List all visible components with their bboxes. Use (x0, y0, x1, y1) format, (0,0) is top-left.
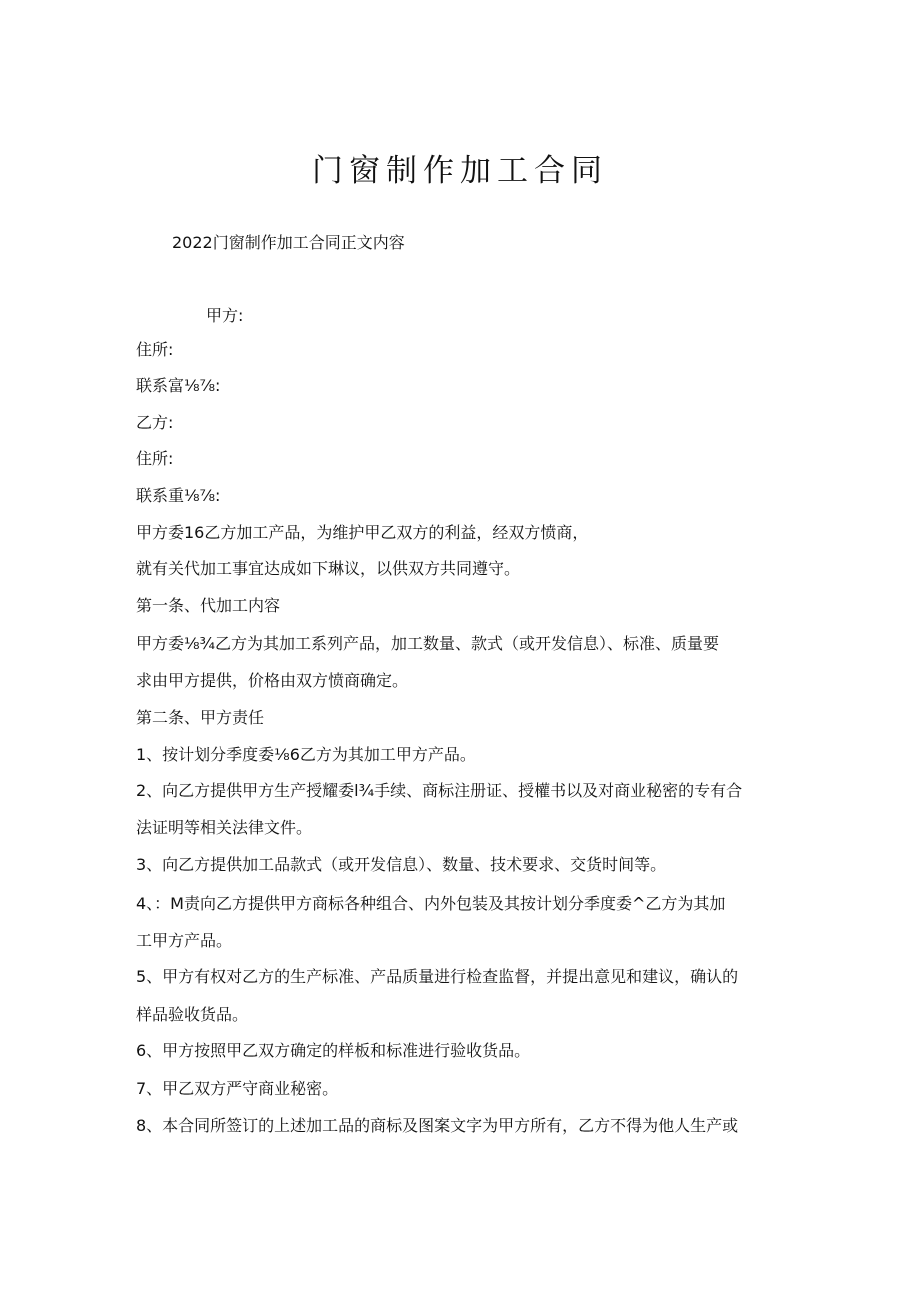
text-line: 2、向乙方提供甲方生产授耀委l¾手续、商标注册证、授權书以及对商业秘密的专有合 (136, 781, 743, 800)
text-line: 法证明等相关法律文件。 (136, 818, 313, 837)
text-line: 5、甲方有权对乙方的生产标准、产品质量进行检查监督，并提出意见和建议，确认的 (136, 967, 739, 986)
text-line: 6、甲方按照甲乙双方确定的样板和标准进行验收货品。 (136, 1041, 531, 1060)
text-line: 7、甲乙双方严守商业秘密。 (136, 1079, 339, 1098)
text-line: 联系重⅛⅞: (136, 486, 221, 505)
text-line: 第一条、代加工内容 (136, 596, 281, 615)
page-title: 门窗制作加工合同 (312, 153, 608, 189)
text-line: 8、本合同所签订的上述加工品的商标及图案文字为甲方所有，乙方不得为他人生产或 (136, 1116, 739, 1135)
text-line: 求由甲方提供，价格由双方愤商确定。 (136, 671, 409, 690)
text-line: 4、：M责向乙方提供甲方商标各种组合、内外包装及其按计划分季度委^乙方为其加 (136, 894, 726, 913)
party-a-label: 甲方: (206, 306, 244, 325)
text-line: 住所: (136, 340, 174, 359)
text-line: 1、按计划分季度委⅛6乙方为其加工甲方产品。 (136, 745, 476, 764)
text-line: 3、向乙方提供加工品款式（或开发信息）、数量、技术要求、交货时间等。 (136, 855, 667, 874)
text-line: 住所: (136, 449, 174, 468)
text-line: 样品验收货品。 (136, 1005, 249, 1024)
text-line: 就有关代加工事宜达成如下琳议，以供双方共同遵守。 (136, 559, 521, 578)
text-line: 第二条、甲方责任 (136, 708, 265, 727)
text-line: 乙方: (136, 413, 174, 432)
text-line: 工甲方产品。 (136, 931, 233, 950)
text-line: 甲方委16乙方加工产品，为维护甲乙双方的利益，经双方愤商， (136, 523, 589, 542)
document-subtitle: 2022门窗制作加工合同正文内容 (172, 233, 405, 252)
text-line: 甲方委⅛¾乙方为其加工系列产品，加工数量、款式（或开发信息）、标准、质量要 (136, 634, 720, 653)
text-line: 联系富⅛⅞: (136, 376, 221, 395)
